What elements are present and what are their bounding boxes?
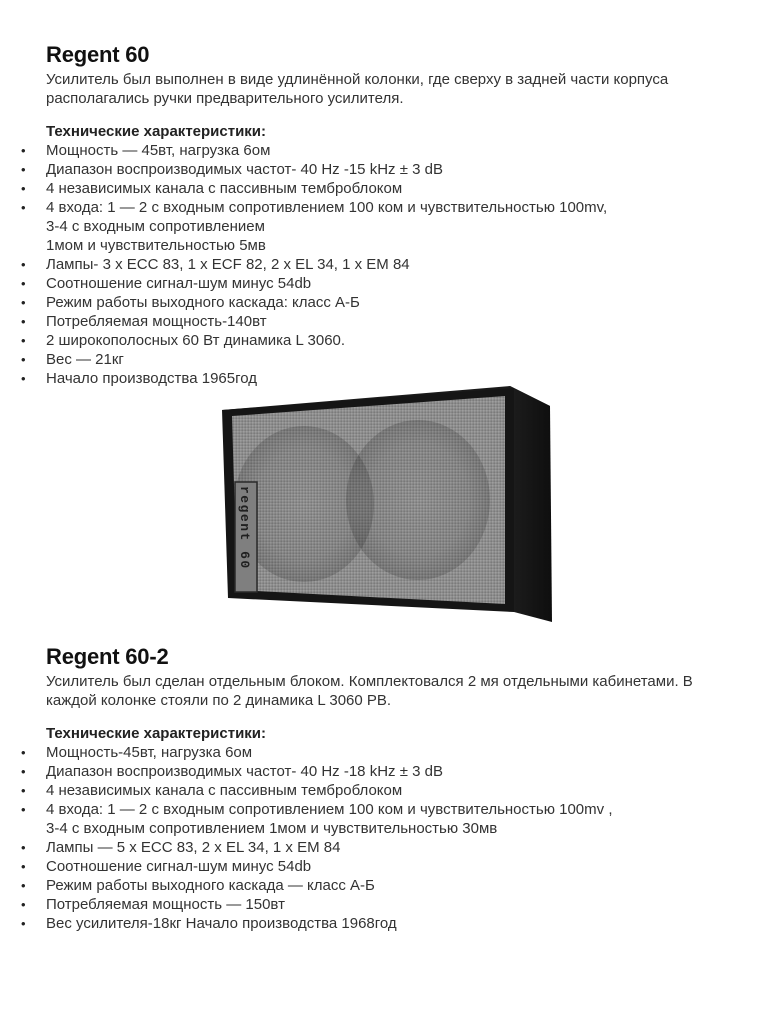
regent-60-2-section [0,642,768,933]
spec-text: 3-4 с входным сопротивлением 1мом и чувствительностью 30мв [46,820,498,837]
spec-text: Начало производства 1965год [46,370,258,387]
spec-item [0,914,726,933]
bullet-icon: • [21,276,26,291]
spec-item [0,331,726,350]
spec-text: Диапазон воспроизводимых частот- 40 Hz -18 kHz ± 3 dB [46,763,443,780]
bullet-icon: • [21,859,26,874]
spec-text: Лампы- 3 x ECC 83, 1 x ECF 82, 2 x EL 34, 1 x EM 84 [46,256,410,273]
spec-text: Мощность-45вт, нагрузка 6ом [46,744,253,761]
regent-60-specs-heading: Технические характеристики: [46,123,267,140]
spec-item [0,895,726,914]
speaker-badge [235,482,257,592]
spec-item [0,141,726,160]
spec-item [0,762,726,781]
spec-item [0,857,726,876]
spec-text: 4 входа: 1 — 2 с входным сопротивлением 100 ком и чувствительностью 100mv, [46,199,608,216]
regent-60-title: Regent 60 [46,42,150,67]
spec-text: Диапазон воспроизводимых частот- 40 Hz -15 kHz ± 3 dB [46,161,443,178]
spec-text: 2 широкополосных 60 Вт динамика L 3060. [46,332,346,349]
spec-item [0,255,726,274]
spec-text: Потребляемая мощность-140вт [46,313,267,330]
speaker-badge-text: regent 60 [237,486,252,570]
bullet-icon: • [21,200,26,215]
spec-item [0,198,726,255]
bullet-icon: • [21,257,26,272]
spec-text: 4 входа: 1 — 2 с входным сопротивлением 100 ком и чувствительностью 100mv , [46,801,613,818]
spec-text: Вес усилителя-18кг Начало производства 1968год [46,915,397,932]
spec-text: Соотношение сигнал-шум минус 54db [46,275,312,292]
speaker-cone-right [346,420,490,580]
regent-60-2-intro: Усилитель был сделан отдельным блоком. Комплектовался 2 мя отдельными кабинетами. В каждой колонке стояли по 2 динамика L 3060 PB. [46,673,693,709]
spec-item [0,179,726,198]
bullet-icon: • [21,840,26,855]
bullet-icon: • [21,352,26,367]
spec-text: 4 независимых канала с пассивным темброблоком [46,180,403,197]
spec-item [0,838,726,857]
spec-text: Потребляемая мощность — 150вт [46,896,285,913]
regent-60-specs-list [0,141,768,388]
spec-item [0,350,726,369]
spec-item [0,800,726,838]
spec-item [0,293,726,312]
bullet-icon: • [21,783,26,798]
bullet-icon: • [21,878,26,893]
spec-item [0,160,726,179]
bullet-icon: • [21,162,26,177]
regent-60-2-title: Regent 60-2 [46,644,169,669]
spec-item [0,781,726,800]
regent-60-speaker-image [222,386,552,626]
spec-text: Лампы — 5 x ECC 83, 2 x EL 34, 1 x EM 84 [46,839,341,856]
spec-text: Мощность — 45вт, нагрузка 6ом [46,142,271,159]
bullet-icon: • [21,745,26,760]
spec-text: 4 независимых канала с пассивным темброблоком [46,782,403,799]
bullet-icon: • [21,314,26,329]
spec-text: 3-4 с входным сопротивлением [46,218,265,235]
bullet-icon: • [21,802,26,817]
spec-text: Вес — 21кг [46,351,124,368]
regent-60-2-specs-heading: Технические характеристики: [46,725,267,742]
spec-text: Режим работы выходного каскада — класс А-Б [46,877,375,894]
spec-item [0,312,726,331]
bullet-icon: • [21,143,26,158]
spec-text: 1мом и чувствительностью 5мв [46,237,266,254]
spec-item [0,743,726,762]
spec-item [0,876,726,895]
regent-60-section [0,40,768,388]
regent-60-intro: Усилитель был выполнен в виде удлинённой колонки, где сверху в задней части корпуса располагались ручки предварительного усилителя. [46,71,669,107]
cabinet-side [510,386,552,622]
bullet-icon: • [21,181,26,196]
regent-60-2-specs-list [0,743,768,933]
bullet-icon: • [21,371,26,386]
bullet-icon: • [21,295,26,310]
bullet-icon: • [21,764,26,779]
bullet-icon: • [21,916,26,931]
bullet-icon: • [21,333,26,348]
bullet-icon: • [21,897,26,912]
spec-item [0,274,726,293]
spec-text: Режим работы выходного каскада: класс А-Б [46,294,360,311]
spec-text: Соотношение сигнал-шум минус 54db [46,858,312,875]
